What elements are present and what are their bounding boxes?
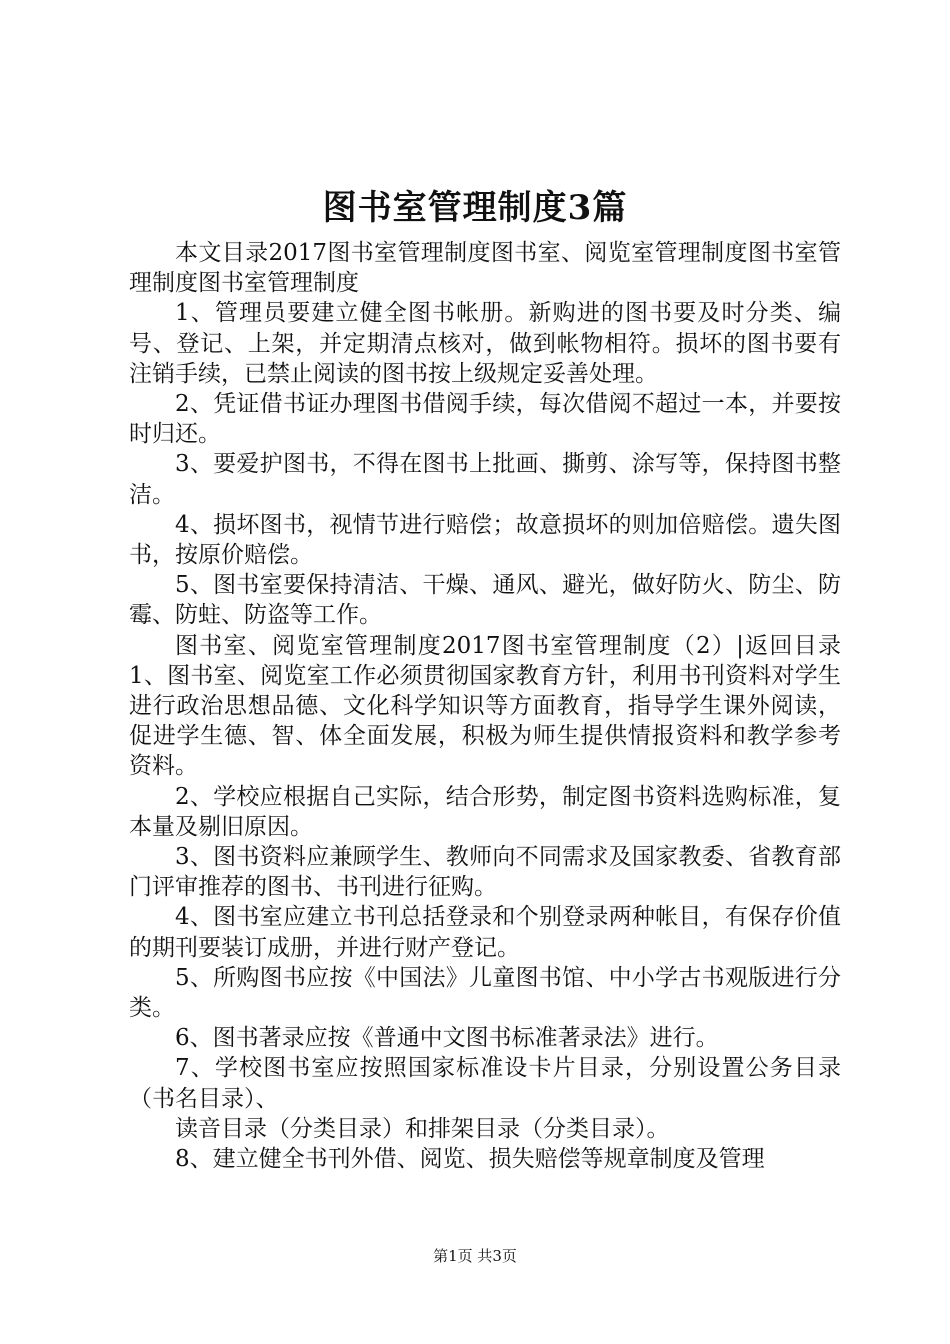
- paragraph-section-2-rule-7: 7、学校图书室应按照国家标准设卡片目录，分别设置公务目录（书名目录）、: [129, 1055, 841, 1112]
- page-number-footer: 第1页 共3页: [433, 1247, 517, 1265]
- paragraph-section-2-rule-3: 3、图书资料应兼顾学生、教师向不同需求及国家教委、省教育部门评审推荐的图书、书刊进行征购。: [129, 844, 841, 901]
- paragraph-rule-4: 4、损坏图书，视情节进行赔偿；故意损坏的则加倍赔偿。遗失图书，按原价赔偿。: [129, 511, 841, 569]
- paragraph-section-2-rule-6: 6、图书著录应按《普通中文图书标准著录法》进行。: [175, 1025, 719, 1052]
- paragraph-section-2-rule-2: 2、学校应根据自己实际，结合形势，制定图书资料选购标准，复本量及剔旧原因。: [129, 783, 841, 840]
- document-body: [129, 238, 841, 1174]
- paragraph-table-of-contents: 本文目录2017图书室管理制度图书室、阅览室管理制度图书室管理制度图书室管理制度: [129, 240, 841, 297]
- paragraph-rule-5: 5、图书室要保持清洁、干燥、通风、避光，做好防火、防尘、防霉、防蛀、防盗等工作。: [129, 572, 841, 629]
- paragraph-section-2-rule-8: 8、建立健全书刊外借、阅览、损失赔偿等规章制度及管理: [175, 1146, 765, 1173]
- document-title: 图书室管理制度3篇: [322, 188, 628, 228]
- paragraph-section-2-rule-1: 图书室、阅览室管理制度2017图书室管理制度（2）|返回目录1、图书室、阅览室工作必须贯彻国家教育方针，利用书刊资料对学生进行政治思想品德、文化科学知识等方面教育，指导学生课外阅读，促进学生德、智、体全面发展，积极为师生提供情报资料和教学参考资料。: [129, 632, 841, 780]
- paragraph-section-2-rule-4: 4、图书室应建立书刊总括登录和个别登录两种帐目，有保存价值的期刊要装订成册，并进行财产登记。: [129, 904, 841, 961]
- paragraph-section-2-rule-7-continued: 读音目录（分类目录）和排架目录（分类目录）。: [175, 1115, 670, 1142]
- paragraph-rule-2: 2、凭证借书证办理图书借阅手续，每次借阅不超过一本，并要按时归还。: [129, 391, 841, 448]
- paragraph-rule-1: 1、管理员要建立健全图书帐册。新购进的图书要及时分类、编号、登记、上架，并定期清点核对，做到帐物相符。损坏的图书要有注销手续，已禁止阅读的图书按上级规定妥善处理。: [129, 300, 841, 387]
- paragraph-section-2-rule-5: 5、所购图书应按《中国法》儿童图书馆、中小学古书观版进行分类。: [129, 964, 841, 1022]
- paragraph-rule-3: 3、要爱护图书，不得在图书上批画、撕剪、涂写等，保持图书整洁。: [129, 451, 841, 508]
